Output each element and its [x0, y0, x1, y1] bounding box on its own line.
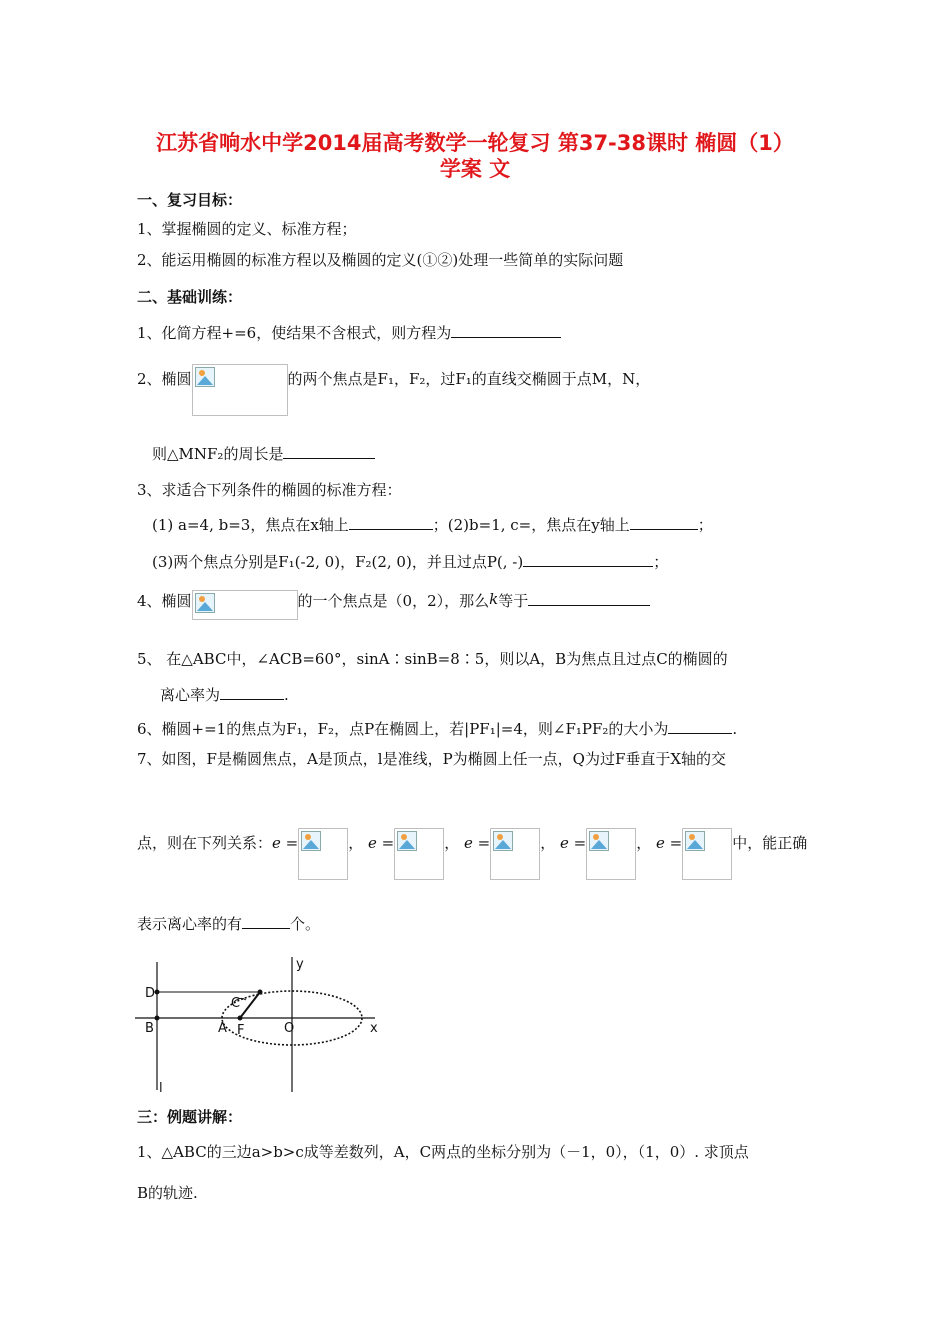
question-7-line3-tail: 个。	[290, 915, 321, 933]
eccentricity-label: e =	[272, 834, 299, 852]
question-4	[137, 590, 650, 620]
label-a: A	[218, 1021, 227, 1036]
fraction-image	[682, 828, 732, 880]
question-4-suffix: 的一个焦点是（0，2），那么	[297, 592, 490, 610]
label-l: l	[159, 1081, 163, 1096]
question-7-line1: 7、如图，F是椭圆焦点，A是顶点，l是准线，P为椭圆上任一点，Q为过F垂直于X轴的交	[137, 750, 727, 768]
question-3-part-3: (3)两个焦点分别是F₁(-2, 0)，F₂(2, 0)，并且过点P(, -) ；	[152, 553, 669, 571]
question-2-line2-text: 则△MNF₂的周长是	[152, 445, 284, 463]
goal-item-1: 1、掌握椭圆的定义、标准方程；	[137, 220, 357, 238]
equation-image	[192, 590, 298, 620]
question-7-prefix: 点，则在下列关系：	[137, 834, 273, 852]
fraction-image	[394, 828, 444, 880]
fraction-image	[298, 828, 348, 880]
answer-blank	[220, 685, 284, 700]
answer-blank	[528, 590, 650, 606]
question-7-line2: 点，则在下列关系：e = ， e = ， e = ， e = ， e = 中，能正确	[137, 828, 807, 880]
eccentricity-label: e =	[656, 834, 683, 852]
question-2-suffix: 的两个焦点是F₁，F₂，过F₁的直线交椭圆于点M，N，	[287, 370, 651, 388]
answer-blank	[523, 552, 653, 567]
doc-title-line1: 江苏省响水中学2014届高考数学一轮复习 第37-38课时 椭圆（1）	[156, 131, 794, 155]
broken-image-icon	[195, 593, 215, 613]
broken-image-icon	[589, 831, 609, 851]
question-7-line3	[137, 913, 320, 934]
example-1-line2: B的轨迹.	[137, 1184, 198, 1202]
answer-blank	[451, 323, 561, 338]
eccentricity-label: e =	[560, 834, 587, 852]
variable-k: k	[489, 590, 499, 608]
point-d	[155, 990, 160, 995]
equation-image	[192, 364, 288, 416]
label-f: F	[237, 1023, 245, 1038]
label-o: O	[284, 1021, 295, 1036]
question-7-suffix: 中，能正确	[732, 834, 808, 852]
answer-blank	[668, 719, 732, 734]
section1-heading: 一、复习目标：	[137, 191, 243, 209]
question-5-line1: 5、 在△ABC中，∠ACB=60°，sinA∶sinB=8∶5，则以A，B为焦点且过点C的椭圆的	[137, 650, 728, 668]
question-3-part-3-text: (3)两个焦点分别是F₁(-2, 0)，F₂(2, 0)，并且过点P(, -)	[152, 553, 524, 571]
label-b: B	[145, 1021, 154, 1036]
ellipse-figure	[130, 952, 390, 1102]
question-5-line2-text: 离心率为	[160, 686, 221, 704]
fraction-image	[586, 828, 636, 880]
section3-heading: 三：例题讲解：	[137, 1108, 243, 1126]
label-y: y	[296, 957, 304, 972]
point-f	[238, 1016, 243, 1021]
question-4-tail: 等于	[498, 592, 529, 610]
answer-blank	[242, 914, 290, 929]
goal-item-2: 2、能运用椭圆的标准方程以及椭圆的定义(①②)处理一些简单的实际问题	[137, 251, 624, 269]
broken-image-icon	[397, 831, 417, 851]
answer-blank	[283, 444, 375, 459]
question-3-part-2: ；(2)b=1, c=，焦点在y轴上	[432, 516, 630, 534]
broken-image-icon	[493, 831, 513, 851]
question-5-line2: 离心率为 .	[160, 686, 289, 704]
point-p	[258, 990, 263, 995]
label-c: C	[231, 996, 241, 1011]
answer-blank	[630, 515, 698, 530]
question-3-parts-1-2: (1) a=4, b=3，焦点在x轴上 ；(2)b=1, c=，焦点在y轴上 ；	[152, 516, 713, 534]
section2-heading: 二、基础训练：	[137, 288, 243, 306]
question-3: 3、求适合下列条件的椭圆的标准方程：	[137, 481, 402, 499]
question-4-prefix: 4、椭圆	[137, 592, 192, 610]
question-6: 6、椭圆+=1的焦点为F₁，F₂，点P在椭圆上，若|PF₁|=4，则∠F₁PF₂的大小为 .	[137, 720, 738, 738]
fraction-image	[490, 828, 540, 880]
eccentricity-label: e =	[464, 834, 491, 852]
question-2-line2	[152, 443, 375, 464]
question-1	[137, 322, 561, 343]
label-x: x	[370, 1021, 378, 1036]
label-d: D	[145, 986, 156, 1001]
question-1-text: 1、化简方程+=6，使结果不含根式，则方程为	[137, 324, 452, 342]
doc-title-line2: 学案 文	[439, 157, 511, 181]
eccentricity-label: e =	[368, 834, 395, 852]
point-b	[155, 1016, 160, 1021]
question-3-part-1: (1) a=4, b=3，焦点在x轴上	[152, 516, 349, 534]
broken-image-icon	[685, 831, 705, 851]
answer-blank	[349, 515, 433, 530]
example-1-line1: 1、△ABC的三边a>b>c成等差数列，A，C两点的坐标分别为（－1，0），（1，0）. 求顶点	[137, 1143, 749, 1161]
question-6-text: 6、椭圆+=1的焦点为F₁，F₂，点P在椭圆上，若|PF₁|=4，则∠F₁PF₂的大小为	[137, 720, 669, 738]
broken-image-icon	[301, 831, 321, 851]
broken-image-icon	[195, 367, 215, 387]
question-2	[137, 364, 650, 416]
question-2-prefix: 2、椭圆	[137, 370, 192, 388]
question-7-line3-text: 表示离心率的有	[137, 915, 243, 933]
